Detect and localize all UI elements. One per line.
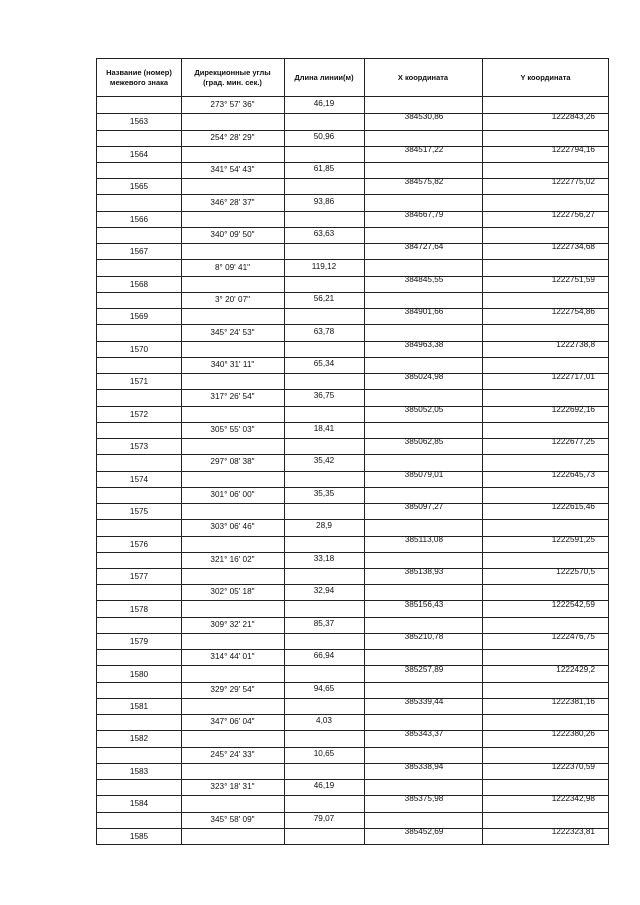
row-divider (97, 357, 181, 358)
point-name: 1576 (129, 539, 149, 549)
point-name: 1570 (129, 344, 149, 354)
row-divider (364, 584, 609, 585)
row-divider (97, 389, 181, 390)
direction-angle: 245° 24' 33" (210, 749, 255, 759)
point-name: 1567 (129, 247, 149, 257)
line-length: 94,65 (313, 683, 335, 693)
header-angles: Дирекционные углы (град. мин. сек.) (194, 68, 271, 87)
x-coordinate: 385257,89 (404, 664, 444, 674)
row-divider (181, 406, 364, 407)
point-name: 1566 (129, 214, 149, 224)
x-coordinate: 384845,55 (404, 274, 444, 284)
x-coordinate: 384727,64 (404, 242, 444, 252)
row-divider (97, 324, 181, 325)
row-divider (364, 682, 609, 683)
y-coordinate: 1222677,25 (551, 437, 595, 447)
line-length: 56,21 (313, 294, 335, 303)
row-divider (181, 682, 364, 683)
x-coordinate: 385138,93 (404, 567, 444, 577)
row-divider (364, 747, 609, 748)
row-divider (181, 438, 364, 439)
row-divider (97, 146, 181, 147)
y-coordinate: 1222738,8 (556, 339, 595, 349)
row-divider (181, 373, 364, 374)
direction-angle: 323° 18' 31" (210, 782, 255, 792)
y-coordinate: 1222542,59 (551, 599, 595, 609)
row-divider (181, 568, 364, 569)
row-divider (97, 438, 181, 439)
x-coordinate: 385452,69 (404, 826, 444, 836)
line-length: 10,65 (313, 748, 335, 758)
line-length: 66,94 (313, 651, 335, 661)
row-divider (97, 519, 181, 520)
row-divider (97, 812, 181, 813)
direction-angle: 3° 20' 07" (214, 295, 251, 304)
row-divider (181, 259, 364, 260)
x-coordinate: 384530,86 (404, 112, 444, 122)
direction-angle: 341° 54' 43" (210, 165, 255, 175)
direction-angle: 340° 09' 50" (210, 230, 255, 239)
point-name: 1572 (129, 409, 149, 419)
x-coordinate: 384901,66 (404, 307, 444, 317)
row-divider (97, 698, 181, 699)
row-divider (181, 292, 364, 293)
direction-angle: 317° 26' 54" (210, 392, 255, 402)
y-coordinate: 1222645,73 (551, 469, 595, 479)
row-divider (97, 227, 181, 228)
column-divider (364, 59, 365, 844)
line-length: 65,34 (313, 358, 335, 368)
row-divider (181, 730, 364, 731)
row-divider (181, 194, 364, 195)
row-divider (181, 162, 364, 163)
y-coordinate: 1222323,81 (551, 826, 595, 836)
direction-angle: 302° 05' 18" (210, 587, 255, 597)
row-divider (97, 536, 181, 537)
row-divider (181, 276, 364, 277)
line-length: 35,42 (313, 456, 335, 466)
row-divider (364, 454, 609, 455)
row-divider (97, 682, 181, 683)
x-coordinate: 385113,08 (404, 534, 444, 544)
row-divider (181, 341, 364, 342)
row-divider (364, 487, 609, 488)
x-coordinate: 385156,43 (404, 599, 444, 609)
row-divider (97, 194, 181, 195)
direction-angle: 347° 06' 04" (210, 717, 255, 727)
line-length: 46,19 (313, 99, 335, 109)
row-divider (364, 714, 609, 715)
row-divider (97, 828, 181, 829)
point-name: 1575 (129, 507, 149, 517)
y-coordinate: 1222370,59 (551, 761, 595, 771)
row-divider (97, 844, 181, 845)
row-divider (364, 617, 609, 618)
row-divider (181, 698, 364, 699)
row-divider (97, 308, 181, 309)
x-coordinate: 385375,98 (404, 794, 444, 804)
row-divider (181, 519, 364, 520)
row-divider (97, 471, 181, 472)
row-divider (97, 633, 181, 634)
x-coordinate: 385210,78 (404, 632, 444, 641)
x-coordinate: 385024,98 (404, 372, 444, 382)
row-divider (364, 162, 609, 163)
direction-angle: 345° 24' 53" (210, 327, 255, 337)
line-length: 119,12 (311, 261, 337, 271)
y-coordinate: 1222717,01 (551, 372, 595, 382)
direction-angle: 345° 58' 09" (210, 814, 255, 824)
row-divider (97, 113, 181, 114)
y-coordinate: 1222692,16 (551, 404, 595, 414)
point-name: 1581 (129, 702, 149, 711)
row-divider (181, 747, 364, 748)
row-divider (97, 600, 181, 601)
row-divider (364, 389, 609, 390)
line-length: 63,78 (313, 326, 335, 336)
row-divider (97, 276, 181, 277)
y-coordinate: 1222380,26 (551, 729, 595, 739)
row-divider (181, 211, 364, 212)
table-header (97, 59, 608, 97)
row-divider (181, 795, 364, 796)
row-divider (97, 487, 181, 488)
x-coordinate: 385343,37 (404, 729, 444, 739)
row-divider (364, 844, 609, 845)
direction-angle: 305° 55' 03" (210, 424, 255, 434)
direction-angle: 301° 06' 00" (210, 489, 255, 499)
row-divider (97, 763, 181, 764)
row-divider (97, 211, 181, 212)
row-divider (364, 130, 609, 131)
coordinates-table (96, 58, 609, 845)
x-coordinate: 385052,05 (404, 404, 444, 414)
direction-angle: 346° 28' 37" (210, 197, 255, 207)
direction-angle: 329° 29' 54" (210, 684, 255, 694)
row-divider (181, 633, 364, 634)
row-divider (181, 584, 364, 585)
row-divider (97, 373, 181, 374)
line-length: 28,9 (316, 521, 332, 531)
row-divider (181, 600, 364, 601)
row-divider (181, 146, 364, 147)
y-coordinate: 1222843,26 (551, 112, 595, 122)
line-length: 36,75 (313, 391, 335, 401)
row-divider (97, 130, 181, 131)
row-divider (97, 178, 181, 179)
row-divider (97, 747, 181, 748)
y-coordinate: 1222615,46 (551, 502, 595, 512)
row-divider (364, 779, 609, 780)
row-divider (181, 763, 364, 764)
row-divider (181, 243, 364, 244)
point-name: 1583 (129, 766, 149, 776)
point-name: 1568 (129, 279, 149, 289)
row-divider (364, 552, 609, 553)
direction-angle: 340° 31' 11" (210, 359, 255, 369)
direction-angle: 297° 08' 38" (210, 457, 255, 467)
row-divider (364, 422, 609, 423)
row-divider (97, 243, 181, 244)
row-divider (97, 665, 181, 666)
line-length: 32,94 (313, 586, 335, 596)
row-divider (181, 389, 364, 390)
line-length: 50,96 (313, 131, 335, 141)
row-divider (364, 292, 609, 293)
x-coordinate: 385062,85 (404, 437, 444, 447)
row-divider (364, 324, 609, 325)
row-divider (181, 779, 364, 780)
line-length: 33,18 (313, 553, 335, 563)
point-name: 1578 (129, 604, 149, 614)
row-divider (97, 584, 181, 585)
row-divider (97, 779, 181, 780)
y-coordinate: 1222342,98 (551, 794, 595, 804)
row-divider (181, 308, 364, 309)
header-name: Название (номер) межевого знака (106, 68, 172, 87)
point-name: 1573 (129, 442, 149, 452)
direction-angle: 254° 28' 29" (210, 132, 255, 142)
direction-angle: 303° 06' 46" (210, 522, 255, 532)
row-divider (181, 178, 364, 179)
header-length: Длина линии(м) (294, 72, 354, 82)
x-coordinate: 385338,94 (404, 761, 444, 771)
point-name: 1584 (129, 799, 149, 809)
row-divider (364, 519, 609, 520)
row-divider (181, 357, 364, 358)
y-coordinate: 1222794,16 (551, 144, 595, 154)
line-length: 46,19 (313, 781, 335, 791)
y-coordinate: 1222754,86 (551, 307, 595, 317)
row-divider (181, 503, 364, 504)
point-name: 1565 (129, 182, 149, 192)
x-coordinate: 385079,01 (404, 469, 444, 479)
header-y: Y координата (520, 72, 571, 82)
x-coordinate: 384667,79 (404, 209, 444, 219)
row-divider (97, 568, 181, 569)
line-length: 35,35 (313, 488, 335, 498)
row-divider (364, 357, 609, 358)
point-name: 1564 (129, 149, 149, 159)
line-length: 79,07 (313, 813, 335, 823)
y-coordinate: 1222751,59 (551, 274, 595, 284)
row-divider (97, 341, 181, 342)
x-coordinate: 385097,27 (404, 502, 444, 512)
header-x: X координата (397, 72, 449, 82)
row-divider (97, 259, 181, 260)
direction-angle: 8° 09' 41" (214, 262, 251, 272)
row-divider (181, 227, 364, 228)
y-coordinate: 1222756,27 (551, 209, 595, 219)
y-coordinate: 1222591,25 (551, 534, 595, 544)
line-length: 85,37 (313, 618, 335, 628)
row-divider (181, 812, 364, 813)
line-length: 18,41 (313, 423, 335, 433)
x-coordinate: 384517,22 (404, 144, 444, 154)
line-length: 93,86 (313, 196, 335, 206)
row-divider (97, 454, 181, 455)
row-divider (181, 828, 364, 829)
row-divider (181, 471, 364, 472)
row-divider (181, 324, 364, 325)
line-length: 61,85 (313, 164, 335, 174)
line-length: 4,03 (316, 716, 332, 726)
row-divider (181, 487, 364, 488)
y-coordinate: 1222570,5 (556, 567, 595, 577)
line-length: 63,63 (313, 229, 335, 238)
row-divider (97, 649, 181, 650)
row-divider (97, 162, 181, 163)
row-divider (97, 422, 181, 423)
y-coordinate: 1222775,02 (551, 177, 595, 187)
direction-angle: 309° 32' 21" (210, 619, 255, 629)
y-coordinate: 1222476,75 (551, 632, 595, 641)
point-name: 1563 (129, 117, 149, 127)
point-name: 1585 (129, 831, 149, 841)
row-divider (181, 714, 364, 715)
row-divider (181, 113, 364, 114)
row-divider (97, 714, 181, 715)
row-divider (181, 617, 364, 618)
row-divider (181, 454, 364, 455)
point-name: 1582 (129, 734, 149, 744)
row-divider (97, 730, 181, 731)
direction-angle: 321° 16' 02" (210, 554, 255, 564)
point-name: 1574 (129, 474, 149, 484)
point-name: 1579 (129, 637, 149, 646)
row-divider (181, 422, 364, 423)
point-name: 1569 (129, 312, 149, 322)
direction-angle: 314° 44' 01" (210, 652, 255, 662)
row-divider (364, 812, 609, 813)
row-divider (181, 130, 364, 131)
point-name: 1571 (129, 377, 149, 387)
column-divider (284, 59, 285, 844)
row-divider (97, 795, 181, 796)
row-divider (181, 552, 364, 553)
row-divider (364, 194, 609, 195)
row-divider (364, 227, 609, 228)
row-divider (97, 552, 181, 553)
point-name: 1577 (129, 572, 149, 582)
x-coordinate: 384963,38 (404, 339, 444, 349)
row-divider (97, 406, 181, 407)
row-divider (364, 259, 609, 260)
row-divider (181, 665, 364, 666)
row-divider (364, 649, 609, 650)
row-divider (181, 536, 364, 537)
direction-angle: 273° 57' 36" (210, 100, 255, 110)
row-divider (97, 292, 181, 293)
x-coordinate: 384575,82 (404, 177, 444, 187)
y-coordinate: 1222734,68 (551, 242, 595, 252)
row-divider (181, 844, 364, 845)
x-coordinate: 385339,44 (404, 697, 444, 706)
y-coordinate: 1222381,16 (551, 697, 595, 706)
row-divider (97, 503, 181, 504)
row-divider (97, 617, 181, 618)
row-divider (181, 649, 364, 650)
point-name: 1580 (129, 669, 149, 679)
y-coordinate: 1222429,2 (556, 664, 595, 674)
